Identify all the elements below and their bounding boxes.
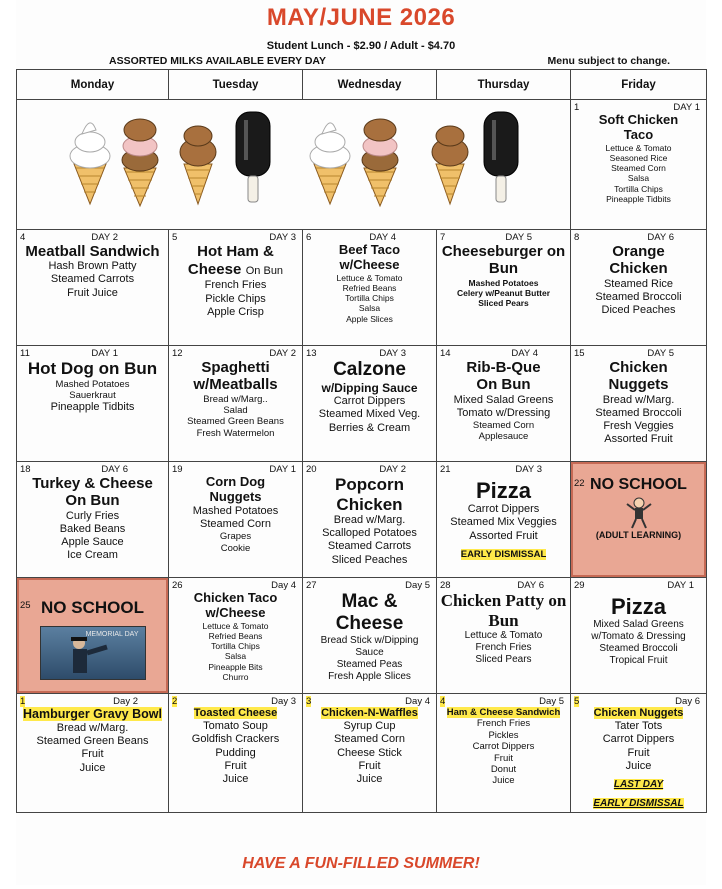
day-number: 29 — [574, 580, 585, 591]
weekday-tuesday: Tuesday — [169, 70, 303, 100]
day-cell-may-27 — [303, 578, 437, 694]
day-number: 25 — [20, 600, 31, 611]
side-item: Fruit — [627, 746, 650, 759]
side-item: Bread w/Marg. — [56, 722, 129, 734]
memorial-day-sign: MEMORIAL DAY — [85, 631, 139, 638]
entree: Chicken Taco w/Cheese — [193, 590, 278, 620]
cycle-day: DAY 6 — [101, 464, 128, 475]
side-item: Steamed Rice — [603, 277, 674, 290]
day-cell-may-29 — [571, 578, 707, 694]
day-cell-may-8 — [571, 230, 707, 346]
side-item: Applesauce — [478, 431, 529, 443]
day-cell-may-5 — [169, 230, 303, 346]
side-item: Tomato w/Dressing — [456, 406, 551, 419]
day-cell-june-3 — [303, 694, 437, 813]
cycle-day: DAY 4 — [369, 232, 396, 243]
weekday-thursday: Thursday — [437, 70, 571, 100]
milk-note: ASSORTED MILKS AVAILABLE EVERY DAY — [109, 55, 327, 67]
footer-message: HAVE A FUN-FILLED SUMMER! — [242, 855, 480, 872]
ice-cream-icon — [18, 100, 570, 224]
side-item: Celery w/Peanut Butter — [456, 287, 551, 298]
entree: Rib-B-Que On Bun — [466, 359, 541, 394]
cycle-day: Day 5 — [539, 696, 564, 707]
day-cell-may-19 — [169, 462, 303, 578]
side-item: Bread Stick w/Dipping — [320, 634, 419, 646]
side-item: Carrot Dippers — [467, 503, 540, 516]
cartoon-kid-icon — [624, 496, 654, 530]
side-item: Bread w/Marg.. — [203, 393, 268, 405]
cycle-day: DAY 6 — [517, 580, 544, 591]
side-item: Sauce — [355, 646, 384, 658]
side-item: Tropical Fruit — [609, 655, 668, 667]
side-item: Diced Peaches — [601, 303, 676, 316]
side-item: Lettuce & Tomato — [336, 272, 403, 283]
cycle-day: DAY 3 — [269, 232, 296, 243]
side-item: French Fries — [476, 718, 531, 730]
side-item: Fruit — [358, 759, 381, 772]
entree: Calzone — [333, 359, 406, 380]
side-item: Steamed Mix Veggies — [450, 516, 557, 529]
day-number: 28 — [440, 580, 451, 591]
side-item: Carrot Dippers — [472, 741, 535, 753]
entree: Orange Chicken — [609, 243, 668, 278]
day-number: 1 — [20, 696, 26, 707]
side-item: Steamed Corn — [334, 733, 405, 746]
side-item: Berries & Cream — [328, 421, 411, 434]
entree: Hamburger Gravy Bowl — [23, 707, 162, 721]
day-cell-may-11 — [17, 346, 169, 462]
day-number: 26 — [172, 580, 183, 591]
day-number: 11 — [20, 348, 30, 359]
entree: Corn Dog Nuggets — [205, 474, 266, 504]
day-number: 8 — [574, 232, 580, 243]
cycle-day: DAY 3 — [379, 348, 406, 359]
menu-sheet — [16, 0, 706, 885]
side-item: Pickle Chips — [205, 292, 266, 305]
menu-calendar — [16, 69, 707, 813]
side-item: Goldfish Crackers — [191, 733, 280, 746]
day-cell-may-4 — [17, 230, 169, 346]
side-item: Tater Tots — [614, 720, 663, 733]
side-item: Apple Slices — [346, 313, 393, 324]
weekday-monday: Monday — [17, 70, 169, 100]
ice-cream-art — [17, 100, 570, 229]
side-item: Seasoned Rice — [609, 153, 668, 164]
side-item: Juice — [356, 772, 383, 785]
day-number: 19 — [172, 464, 183, 475]
entree: Ham & Cheese Sandwich — [446, 707, 561, 718]
day-number: 7 — [440, 232, 446, 243]
side-item: Pineapple Tidbits — [606, 193, 671, 204]
early-dismissal-badge: EARLY DISMISSAL — [460, 548, 547, 560]
entree-cont: w/Dipping Sauce — [321, 380, 418, 395]
side-item: Pudding — [215, 746, 256, 759]
side-item: Ice Cream — [67, 549, 118, 562]
day-cell-may-1 — [571, 100, 707, 230]
side-item: Steamed Broccoli — [595, 290, 682, 303]
side-item: Salad — [223, 404, 248, 416]
side-item: Fresh Apple Slices — [328, 670, 411, 682]
cycle-day: DAY 6 — [647, 232, 674, 243]
side-item: Carrot Dippers — [333, 395, 406, 408]
cycle-day: Day 6 — [675, 696, 700, 707]
entree-cont: Cheese — [187, 261, 242, 279]
side-item: Salsa — [358, 303, 381, 314]
entree: Turkey & Cheese On Bun — [32, 475, 153, 510]
side-item: Hash Brown Patty — [48, 260, 137, 273]
day-number: 4 — [20, 232, 26, 243]
day-number: 4 — [440, 696, 446, 707]
entree: Chicken-N-Waffles — [321, 707, 418, 719]
day-number: 2 — [172, 696, 178, 707]
side-item: Lettuce & Tomato — [202, 620, 269, 631]
cycle-day: DAY 2 — [91, 232, 118, 243]
side-item: Steamed Green Beans — [187, 416, 284, 428]
cycle-day: DAY 1 — [667, 580, 694, 591]
day-number: 5 — [574, 696, 580, 707]
day-cell-may-12 — [169, 346, 303, 462]
cycle-day: DAY 4 — [511, 348, 538, 359]
side-item: Curly Fries — [65, 509, 120, 522]
side-item: Steamed Corn — [200, 518, 271, 531]
day-cell-may-28 — [437, 578, 571, 694]
side-item: Cookie — [220, 542, 251, 554]
entree: Meatball Sandwich — [25, 243, 160, 260]
side-item: Bread w/Marg. — [333, 514, 406, 527]
day-number: 21 — [440, 464, 451, 475]
side-item: Steamed Corn — [611, 163, 666, 174]
side-item: Steamed Green Beans — [36, 735, 149, 748]
day-cell-june-5 — [571, 694, 707, 813]
side-item: Scalloped Potatoes — [322, 527, 417, 540]
cycle-day: DAY 1 — [673, 102, 700, 113]
day-number: 22 — [574, 478, 585, 489]
day-cell-june-4 — [437, 694, 571, 813]
last-day-badge: LAST DAY — [613, 778, 664, 790]
side-item: Juice — [79, 761, 106, 774]
early-dismissal-badge: EARLY DISMISSAL — [593, 798, 684, 810]
day-cell-may-21 — [437, 462, 571, 578]
day-number: 6 — [306, 232, 312, 243]
entree: Toasted Cheese — [193, 707, 278, 719]
side-item: French Fries — [204, 279, 267, 292]
side-item: Tortilla Chips — [345, 293, 394, 304]
side-item: Grapes — [219, 531, 252, 543]
entree: Spaghetti w/Meatballs — [193, 359, 278, 394]
day-cell-june-2 — [169, 694, 303, 813]
entree: Chicken Nuggets — [593, 707, 684, 719]
no-school-label: NO SCHOOL — [590, 476, 687, 493]
side-item: Fruit — [81, 748, 104, 761]
side-item: Tomato Soup — [203, 720, 268, 733]
cycle-day: DAY 3 — [515, 464, 542, 475]
side-item: Fruit — [224, 759, 247, 772]
side-item: French Fries — [475, 642, 532, 654]
side-item: Juice — [625, 759, 652, 772]
entree-note: On Bun — [245, 265, 284, 278]
side-item: Steamed Carrots — [50, 273, 135, 286]
day-number: 14 — [440, 348, 451, 359]
day-cell-may-18 — [17, 462, 169, 578]
entree: Cheeseburger on Bun — [441, 243, 566, 278]
day-cell-may-7 — [437, 230, 571, 346]
side-item: Refried Beans — [208, 631, 263, 642]
side-item: Lettuce & Tomato — [605, 142, 672, 153]
cycle-day: DAY 2 — [269, 348, 296, 359]
entree: Pizza — [610, 594, 667, 619]
entree: Mac & Cheese — [335, 591, 404, 634]
cycle-day: DAY 1 — [91, 348, 118, 359]
day-number: 27 — [306, 580, 317, 591]
entree: Popcorn Chicken — [335, 475, 404, 514]
change-note: Menu subject to change. — [547, 55, 670, 67]
side-item: Carrot Dippers — [602, 733, 675, 746]
cycle-day: DAY 2 — [379, 464, 406, 475]
adult-learning-note: (ADULT LEARNING) — [595, 530, 682, 540]
memorial-day-image — [40, 626, 146, 680]
day-number: 3 — [306, 696, 312, 707]
side-item: Fruit — [494, 752, 513, 764]
side-item: w/Tomato & Dressing — [591, 631, 686, 643]
side-item: Mixed Salad Greens — [593, 619, 684, 631]
side-item: Steamed Mixed Veg. — [318, 408, 421, 421]
day-cell-june-1 — [17, 694, 169, 813]
entree: Pizza — [475, 478, 532, 503]
side-item: Steamed Broccoli — [599, 643, 678, 655]
day-number: 13 — [306, 348, 317, 359]
side-item: Churro — [222, 671, 249, 682]
side-item: Assorted Fruit — [469, 529, 538, 542]
cycle-day: Day 5 — [405, 580, 430, 591]
side-item: Tortilla Chips — [211, 641, 260, 652]
cycle-day: DAY 1 — [269, 464, 296, 475]
cycle-day: Day 4 — [271, 580, 296, 591]
day-cell-may-6 — [303, 230, 437, 346]
side-item: Steamed Peas — [336, 658, 403, 670]
cycle-day: DAY 5 — [505, 232, 532, 243]
day-cell-may-20 — [303, 462, 437, 578]
day-cell-may-14 — [437, 346, 571, 462]
side-item: Lettuce & Tomato — [464, 630, 543, 642]
side-item: Juice — [492, 775, 515, 787]
day-cell-may-25 — [17, 578, 169, 694]
entree: Chicken Nuggets — [608, 359, 669, 394]
side-item: Refried Beans — [342, 283, 397, 294]
day-number: 1 — [574, 102, 580, 113]
entree: Hot Ham & — [197, 243, 274, 260]
side-item: Pineapple Bits — [208, 661, 263, 672]
cycle-day: Day 3 — [271, 696, 296, 707]
side-item: Donut — [490, 763, 517, 775]
side-item: Sliced Pears — [478, 297, 529, 308]
side-item: Cheese Stick — [337, 746, 402, 759]
side-item: Syrup Cup — [343, 720, 396, 733]
day-number: 5 — [172, 232, 178, 243]
side-item: Mashed Potatoes — [55, 378, 130, 390]
side-item: Pineapple Tidbits — [50, 401, 135, 414]
page-title: MAY/JUNE 2026 — [266, 4, 456, 31]
side-item: Tortilla Chips — [614, 183, 663, 194]
side-item: Steamed Broccoli — [595, 406, 682, 419]
day-number: 20 — [306, 464, 317, 475]
side-item: Mixed Salad Greens — [453, 393, 554, 406]
side-item: Bread w/Marg. — [602, 393, 675, 406]
day-cell-may-26 — [169, 578, 303, 694]
price-line: Student Lunch - $2.90 / Adult - $4.70 — [266, 40, 456, 52]
side-item: Apple Sauce — [61, 535, 124, 548]
weekday-wednesday: Wednesday — [303, 70, 437, 100]
side-item: Steamed Carrots — [327, 540, 412, 553]
side-item: Sliced Pears — [475, 654, 532, 666]
day-number: 18 — [20, 464, 31, 475]
day-cell-may-13 — [303, 346, 437, 462]
entree: Chicken Patty on Bun — [440, 591, 567, 630]
side-item: Baked Beans — [59, 522, 126, 535]
cycle-day: Day 4 — [405, 696, 430, 707]
side-item: Mashed Potatoes — [192, 504, 279, 517]
cycle-day: Day 2 — [113, 696, 138, 707]
day-number: 12 — [172, 348, 183, 359]
day-cell-may-15 — [571, 346, 707, 462]
side-item: Pickles — [488, 729, 519, 741]
side-item: Assorted Fruit — [604, 433, 673, 446]
entree: Hot Dog on Bun — [27, 359, 158, 378]
side-item: Apple Crisp — [207, 305, 264, 318]
side-item: Juice — [222, 772, 249, 785]
side-item: Fruit Juice — [67, 286, 118, 299]
entree: Beef Taco w/Cheese — [338, 242, 401, 272]
ice-cream-banner — [17, 100, 571, 230]
no-school-label: NO SCHOOL — [41, 598, 144, 617]
side-item: Salsa — [224, 651, 247, 662]
day-cell-may-22 — [571, 462, 707, 578]
side-item: Salsa — [627, 173, 650, 184]
side-item: Mashed Potatoes — [468, 277, 539, 288]
day-number: 15 — [574, 348, 585, 359]
side-item: Sliced Peaches — [331, 553, 408, 566]
side-item: Sauerkraut — [69, 389, 116, 401]
side-item: Fresh Watermelon — [196, 427, 275, 439]
entree: Soft Chicken Taco — [598, 112, 679, 142]
cycle-day: DAY 5 — [647, 348, 674, 359]
side-item: Steamed Corn — [472, 419, 535, 431]
weekday-friday: Friday — [571, 70, 707, 100]
side-item: Fresh Veggies — [603, 419, 674, 432]
